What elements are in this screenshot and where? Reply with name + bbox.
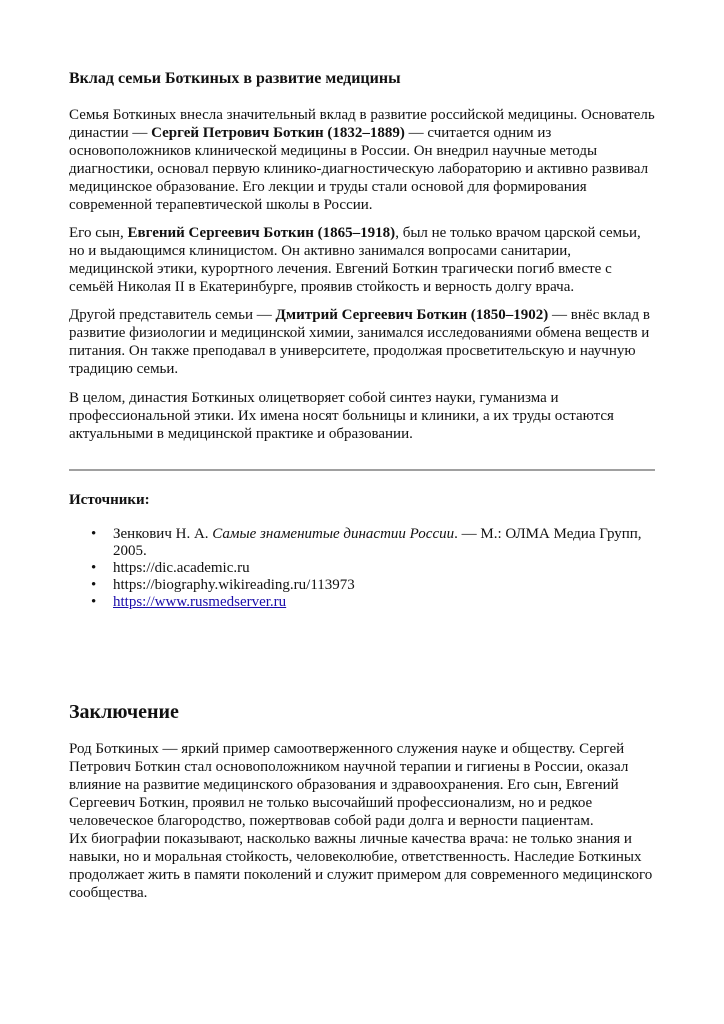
text: , был не только врачом царской семьи, но и выдающимся клиницистом. Он активно занимался вопросами санитарии, медицинской этики, курортного лечения. Евгений Боткин трагически погиб вместе с семьёй Николая II в Екатеринбурге, проявив стойкость и верность долгу врача. (69, 225, 641, 295)
text: . — М.: ОЛМА Медиа Групп, 2005. (113, 526, 642, 559)
list-item (113, 526, 659, 560)
bold-name: Евгений Сергеевич Боткин (1865–1918) (127, 225, 396, 241)
paragraph-sergey (69, 106, 659, 214)
section-title: Вклад семьи Боткиных в развитие медицины (69, 70, 401, 87)
list-item: • https://biography.wikireading.ru/113973 (113, 577, 659, 594)
source-link[interactable]: https://www.rusmedserver.ru (113, 594, 287, 610)
text: — внёс вклад в развитие физиологии и медицинской химии, занимался исследованиями обмена веществ и питания. Он также преподавал в университете, продолжая просветительскую и научную традицию семьи. (69, 307, 650, 377)
text: Их биографии показывают, насколько важны личные качества врача: не только знания и навыки, но и моральная стойкость, человеколюбие, ответственность. Наследие Боткиных продолжает жить в памяти поколений и служит примером для современного медицинского сообщества. (69, 831, 653, 901)
paragraph-summary: В целом, династия Боткиных олицетворяет собой синтез науки, гуманизма и профессиональной этики. Их имена носят больницы и клиники, а их труды остаются актуальными в медицинской практике и образовании. (69, 390, 614, 442)
text: Его сын, (69, 225, 128, 241)
list-item: • https://dic.academic.ru (113, 560, 659, 577)
list-item (113, 594, 659, 611)
paragraph-dmitry (69, 306, 659, 378)
book-title: Самые знаменитые династии России (212, 526, 455, 542)
divider (69, 469, 655, 471)
text: Семья Боткиных внесла значительный вклад в развитие российской медицины. Основатель династии — (69, 107, 655, 141)
sources-title: Источники: (69, 492, 150, 508)
paragraph-evgeny (69, 224, 659, 296)
sources-list (69, 526, 659, 611)
text: Зенкович Н. А. (113, 526, 213, 542)
bold-name: Дмитрий Сергеевич Боткин (1850–1902) (275, 307, 549, 323)
text: Род Боткиных — яркий пример самоотверженного служения науке и обществу. Сергей Петрович Боткин стал основоположником научной терапии и гигиены в России, оказал влияние на развитие медицинского образования и здравоохранения. Его сын, Евгений Сергеевич Боткин, проявил не только высочайший профессионализм, но и редкое человеческое благородство, пожертвовав собой ради долга и верности пациентам. (69, 741, 629, 829)
conclusion-paragraph (69, 740, 659, 902)
text: Другой представитель семьи — (69, 307, 276, 323)
conclusion-title: Заключение (69, 701, 179, 723)
bold-name: Сергей Петрович Боткин (1832–1889) (151, 125, 405, 141)
text: — считается одним из основоположников клинической медицины в России. Он внедрил научные методы диагностики, основал первую клинико-диагностическую лабораторию и активно развивал медицинское образование. Его лекции и труды стали основой для формирования современной терапевтической школы в России. (69, 125, 649, 213)
